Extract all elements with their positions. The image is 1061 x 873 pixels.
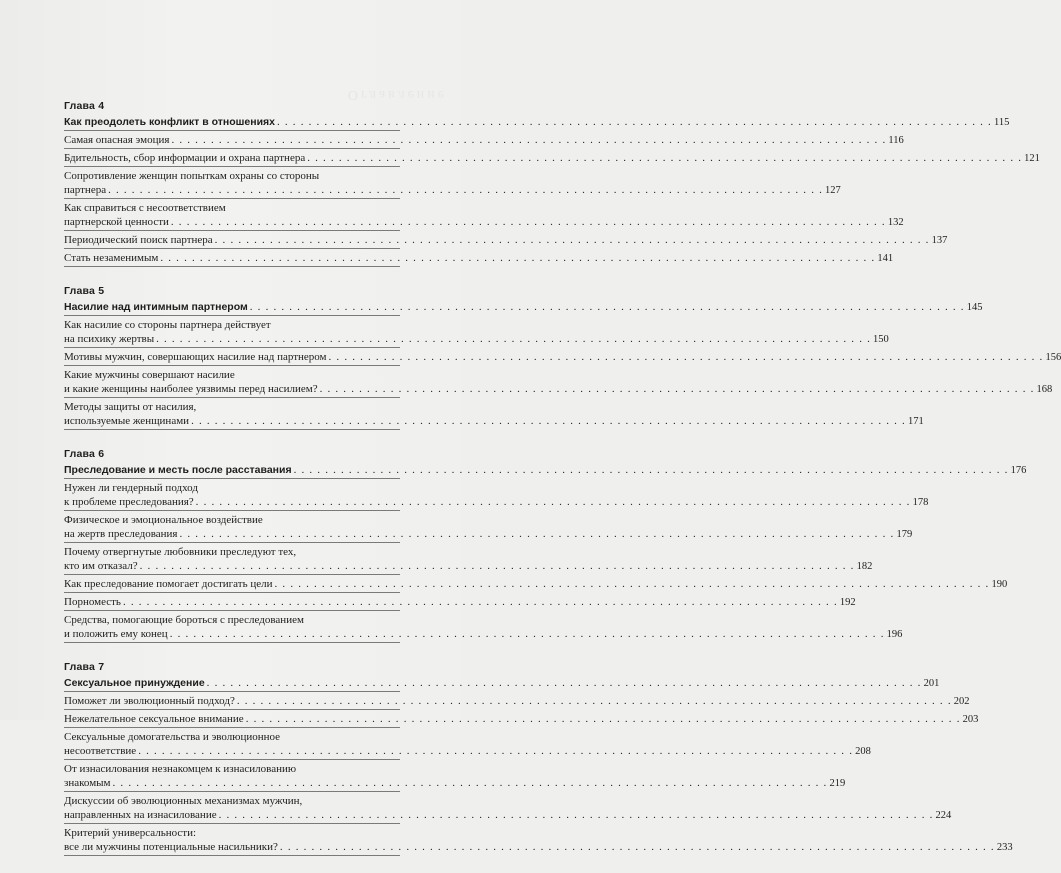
toc-entry[interactable] (64, 692, 970, 710)
entry-last-line (64, 595, 856, 610)
toc-entry[interactable] (64, 316, 889, 348)
entry-text-line: Почему отвергнутые любовники преследуют тех, (64, 545, 297, 558)
dot-leader (329, 350, 1044, 364)
entry-last-line (64, 627, 903, 642)
entry-text-line: и какие женщины наиболее уязвимы перед насилием? (64, 382, 318, 395)
page-number: 168 (1036, 383, 1053, 395)
page-number: 201 (923, 677, 940, 689)
toc-entry[interactable] (64, 543, 873, 575)
chapter-number: Глава 5 (64, 285, 105, 297)
dot-leader (170, 627, 885, 641)
page-number: 219 (829, 777, 846, 789)
page-number: 202 (953, 695, 970, 707)
entry-last-line (64, 251, 894, 266)
toc-entry[interactable] (64, 728, 871, 760)
dot-leader (113, 776, 828, 790)
entry-last-line (64, 840, 1013, 855)
entry-text-line: несоответствие (64, 744, 137, 757)
chapter-title-entry[interactable] (64, 674, 940, 692)
page-number: 150 (873, 333, 889, 345)
toc-entry[interactable] (64, 231, 948, 249)
entry-last-line (64, 382, 1053, 397)
page-number: 182 (856, 560, 873, 572)
chapter-title-entry[interactable] (64, 461, 1027, 479)
toc-entry[interactable] (64, 511, 913, 543)
dot-leader (207, 676, 922, 690)
dot-leader (219, 808, 934, 822)
page-number: 116 (888, 134, 904, 146)
toc-entry[interactable] (64, 398, 924, 430)
entry-text-line: партнера (64, 183, 107, 196)
chapter-title-entry[interactable] (64, 298, 983, 316)
entry-text-line: Стать незаменимым (64, 251, 159, 264)
entry-last-line (64, 133, 904, 148)
page-number: 137 (931, 234, 948, 246)
entry-last-line (64, 233, 948, 248)
page-number: 196 (886, 628, 903, 640)
entry-last-line (64, 577, 1008, 592)
entry-text-line: к проблеме преследования? (64, 495, 194, 508)
toc-entry[interactable] (64, 593, 856, 611)
dot-leader (250, 300, 965, 314)
toc-entry[interactable] (64, 479, 929, 511)
chapter-title-entry[interactable] (64, 113, 1010, 131)
entry-last-line (64, 712, 979, 727)
dot-leader (237, 694, 952, 708)
dot-leader (138, 744, 853, 758)
entry-text-line: Физическое и эмоциональное воздействие (64, 513, 263, 526)
entry-text-line: Поможет ли эволюционный подход? (64, 694, 235, 707)
dot-leader (108, 183, 823, 197)
entry-text-line: направленных на изнасилование (64, 808, 217, 821)
chapter-section (64, 447, 1027, 643)
entry-text-line: Мотивы мужчин, совершающих насилие над партнером (64, 350, 327, 363)
page-number: 203 (962, 713, 979, 725)
dot-leader (123, 595, 838, 609)
entry-text-line: Нужен ли гендерный подход (64, 481, 198, 494)
entry-last-line (64, 744, 871, 759)
toc-entry[interactable] (64, 149, 1040, 167)
dot-leader (246, 712, 961, 726)
entry-last-line (64, 559, 873, 574)
entry-text-line: Преследование и месть после расставания (64, 463, 292, 476)
dot-leader (171, 133, 886, 147)
entry-text-line: Самая опасная эмоция (64, 133, 170, 146)
dot-leader (275, 577, 990, 591)
entry-last-line (64, 151, 1040, 166)
toc-entry[interactable] (64, 131, 904, 149)
entry-last-line (64, 300, 983, 315)
chapter-section (64, 284, 1061, 430)
entry-text-line: и положить ему конец (64, 627, 168, 640)
toc-entry[interactable] (64, 348, 1061, 366)
page-number: 115 (993, 116, 1010, 128)
page-number: 192 (839, 596, 856, 608)
page-number: 121 (1024, 152, 1040, 164)
dot-leader (160, 251, 875, 265)
dot-leader (277, 115, 992, 129)
page-number: 127 (825, 184, 841, 196)
entry-text-line: Как преследование помогает достигать цели (64, 577, 273, 590)
toc-entry[interactable] (64, 167, 841, 199)
entry-text-line: знакомым (64, 776, 111, 789)
entry-text-line: Как справиться с несоответствием (64, 201, 226, 214)
chapter-number: Глава 4 (64, 100, 105, 112)
page-number: 233 (996, 841, 1013, 853)
toc-entry[interactable] (64, 199, 904, 231)
entry-last-line (64, 495, 929, 510)
entry-last-line (64, 463, 1027, 478)
entry-text-line: Порноместь (64, 595, 121, 608)
dot-leader (215, 233, 930, 247)
entry-text-line: Сексуальное принуждение (64, 676, 205, 689)
dot-leader (196, 495, 911, 509)
page-number: 178 (912, 496, 929, 508)
entry-last-line (64, 808, 952, 823)
toc-entry[interactable] (64, 824, 1013, 856)
entry-text-line: кто им отказал? (64, 559, 138, 572)
entry-text-line: используемые женщинами (64, 414, 190, 427)
entry-text-line: Критерий универсальности: (64, 826, 197, 839)
entry-last-line (64, 183, 841, 198)
entry-text-line: Дискуссии об эволюционных механизмах мужчин, (64, 794, 303, 807)
entry-text-line: Сексуальные домогательства и эволюционное (64, 730, 281, 743)
dot-leader (140, 559, 855, 573)
table-of-contents (64, 99, 1061, 873)
page-number: 132 (887, 216, 904, 228)
dot-leader (191, 414, 906, 428)
toc-entry[interactable] (64, 792, 952, 824)
entry-text-line: Средства, помогающие бороться с преследованием (64, 613, 304, 626)
page-number: 190 (991, 578, 1008, 590)
entry-last-line (64, 776, 846, 791)
entry-text-line: Бдительность, сбор информации и охрана партнера (64, 151, 306, 164)
entry-text-line: От изнасилования незнакомцем к изнасилованию (64, 762, 297, 775)
page-number: 176 (1010, 464, 1027, 476)
entry-text-line: Какие мужчины совершают насилие (64, 368, 235, 381)
entry-last-line (64, 350, 1061, 365)
entry-text-line: Как преодолеть конфликт в отношениях (64, 115, 275, 128)
bleed-through-text: Оглавление (347, 87, 447, 102)
chapter-section (64, 99, 1040, 267)
entry-text-line: Сопротивление женщин попыткам охраны со стороны (64, 169, 320, 182)
page-number: 156 (1045, 351, 1061, 363)
entry-last-line (64, 527, 913, 542)
entry-text-line: все ли мужчины потенциальные насильники? (64, 840, 278, 853)
page-number: 224 (935, 809, 952, 821)
chapter-section (64, 660, 1013, 856)
toc-entry[interactable] (64, 249, 894, 267)
entry-text-line: Нежелательное сексуальное внимание (64, 712, 244, 725)
entry-last-line (64, 215, 904, 230)
toc-entry[interactable] (64, 611, 903, 643)
dot-leader (280, 840, 995, 854)
dot-leader (294, 463, 1009, 477)
dot-leader (307, 151, 1022, 165)
chapter-number: Глава 7 (64, 661, 105, 673)
entry-text-line: Периодический поиск партнера (64, 233, 213, 246)
page-number: 141 (877, 252, 894, 264)
entry-last-line (64, 414, 924, 429)
page-number: 179 (896, 528, 913, 540)
dot-leader (156, 332, 871, 346)
entry-text-line: Методы защиты от насилия, (64, 400, 197, 413)
dot-leader (171, 215, 886, 229)
page-number: 208 (855, 745, 871, 757)
dot-leader (320, 382, 1035, 396)
entry-last-line (64, 115, 1010, 130)
entry-last-line (64, 676, 940, 691)
entry-text-line: Насилие над интимным партнером (64, 300, 248, 313)
page-number: 171 (908, 415, 924, 427)
entry-text-line: партнерской ценности (64, 215, 169, 228)
entry-text-line: Как насилие со стороны партнера действует (64, 318, 271, 331)
entry-text-line: на психику жертвы (64, 332, 155, 345)
entry-text-line: на жертв преследования (64, 527, 178, 540)
chapter-number: Глава 6 (64, 448, 105, 460)
toc-entry[interactable] (64, 575, 1008, 593)
toc-entry[interactable] (64, 710, 979, 728)
toc-entry[interactable] (64, 366, 1053, 398)
page-number: 145 (966, 301, 983, 313)
entry-last-line (64, 332, 889, 347)
entry-last-line (64, 694, 970, 709)
dot-leader (179, 527, 894, 541)
toc-entry[interactable] (64, 760, 846, 792)
